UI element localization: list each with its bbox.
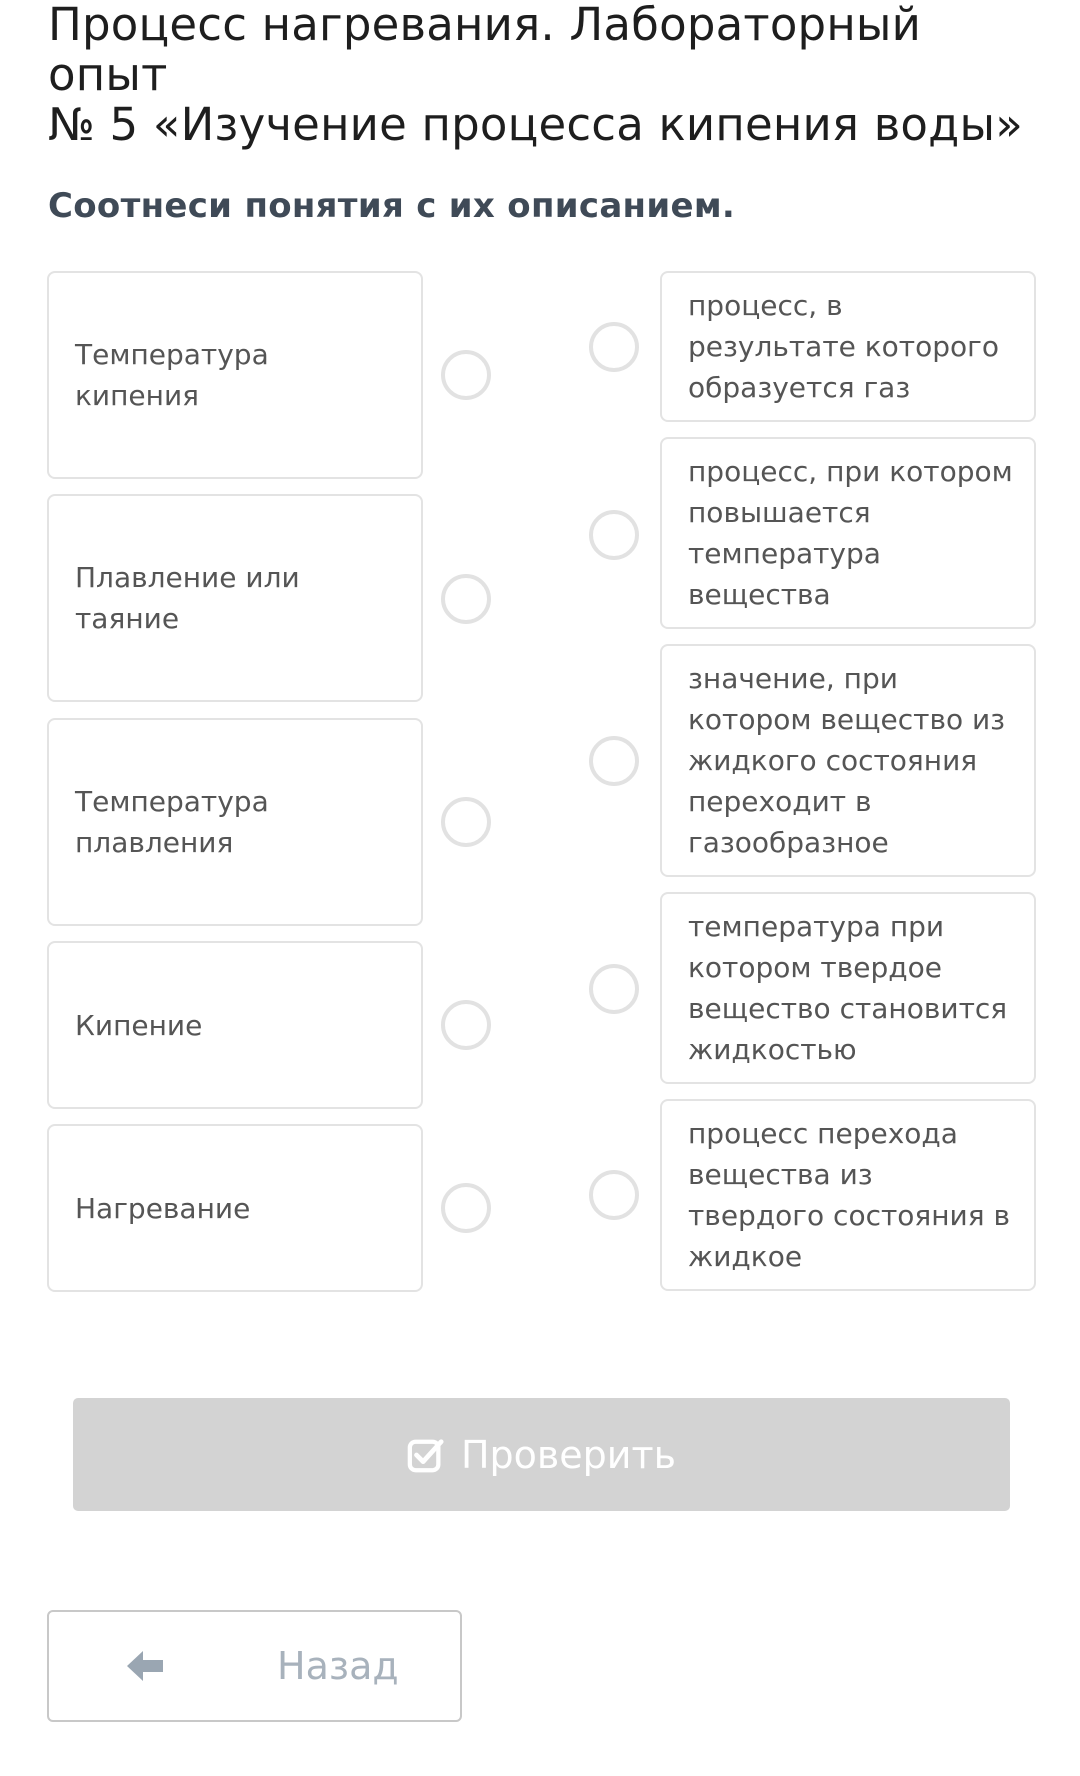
left-concept-label: Температура кипения [75, 338, 269, 412]
checkbox-check-icon [407, 1436, 445, 1474]
check-button[interactable] [73, 1398, 1010, 1511]
left-concept-card[interactable] [47, 271, 423, 479]
left-connector-dot[interactable] [441, 1183, 491, 1233]
left-concept-card[interactable] [47, 941, 423, 1109]
right-connector-dot[interactable] [589, 322, 639, 372]
back-button[interactable] [47, 1610, 462, 1722]
right-description-label: процесс перехода вещества из твердого состояния в жидкое [688, 1117, 1010, 1273]
right-description-card[interactable] [660, 271, 1036, 422]
task-instruction: Соотнеси понятия с их описанием. [48, 186, 736, 226]
check-button-label: Проверить [460, 1432, 677, 1477]
right-description-card[interactable] [660, 644, 1036, 877]
page-title-line-1: Процесс нагревания. Лабораторный опыт [48, 0, 922, 101]
left-concept-card[interactable] [47, 1124, 423, 1292]
left-concept-card[interactable] [47, 718, 423, 926]
left-connector-dot[interactable] [441, 797, 491, 847]
back-button-label: Назад [277, 1644, 399, 1688]
page-title [48, 0, 1048, 150]
left-concept-card[interactable] [47, 494, 423, 702]
right-connector-dot[interactable] [589, 1170, 639, 1220]
right-description-card[interactable] [660, 1099, 1036, 1291]
left-concept-label: Нагревание [75, 1191, 251, 1225]
right-description-label: процесс, при котором повышается температура вещества [688, 455, 1013, 611]
right-description-card[interactable] [660, 437, 1036, 629]
right-connector-dot[interactable] [589, 736, 639, 786]
page-title-line-2: № 5 «Изучение процесса кипения воды» [48, 98, 1023, 151]
right-description-label: значение, при котором вещество из жидкого состояния переходит в газообразное [688, 662, 1006, 859]
left-concept-label: Температура плавления [75, 785, 269, 859]
right-connector-dot[interactable] [589, 964, 639, 1014]
left-concept-label: Плавление или таяние [75, 561, 300, 635]
right-description-card[interactable] [660, 892, 1036, 1084]
left-connector-dot[interactable] [441, 574, 491, 624]
left-concept-label: Кипение [75, 1008, 203, 1042]
left-connector-dot[interactable] [441, 350, 491, 400]
arrow-left-icon [125, 1646, 165, 1686]
right-description-label: температура при котором твердое вещество становится жидкостью [688, 910, 1008, 1066]
right-description-label: процесс, в результате которого образуется газ [688, 289, 999, 404]
right-connector-dot[interactable] [589, 510, 639, 560]
left-connector-dot[interactable] [441, 1000, 491, 1050]
